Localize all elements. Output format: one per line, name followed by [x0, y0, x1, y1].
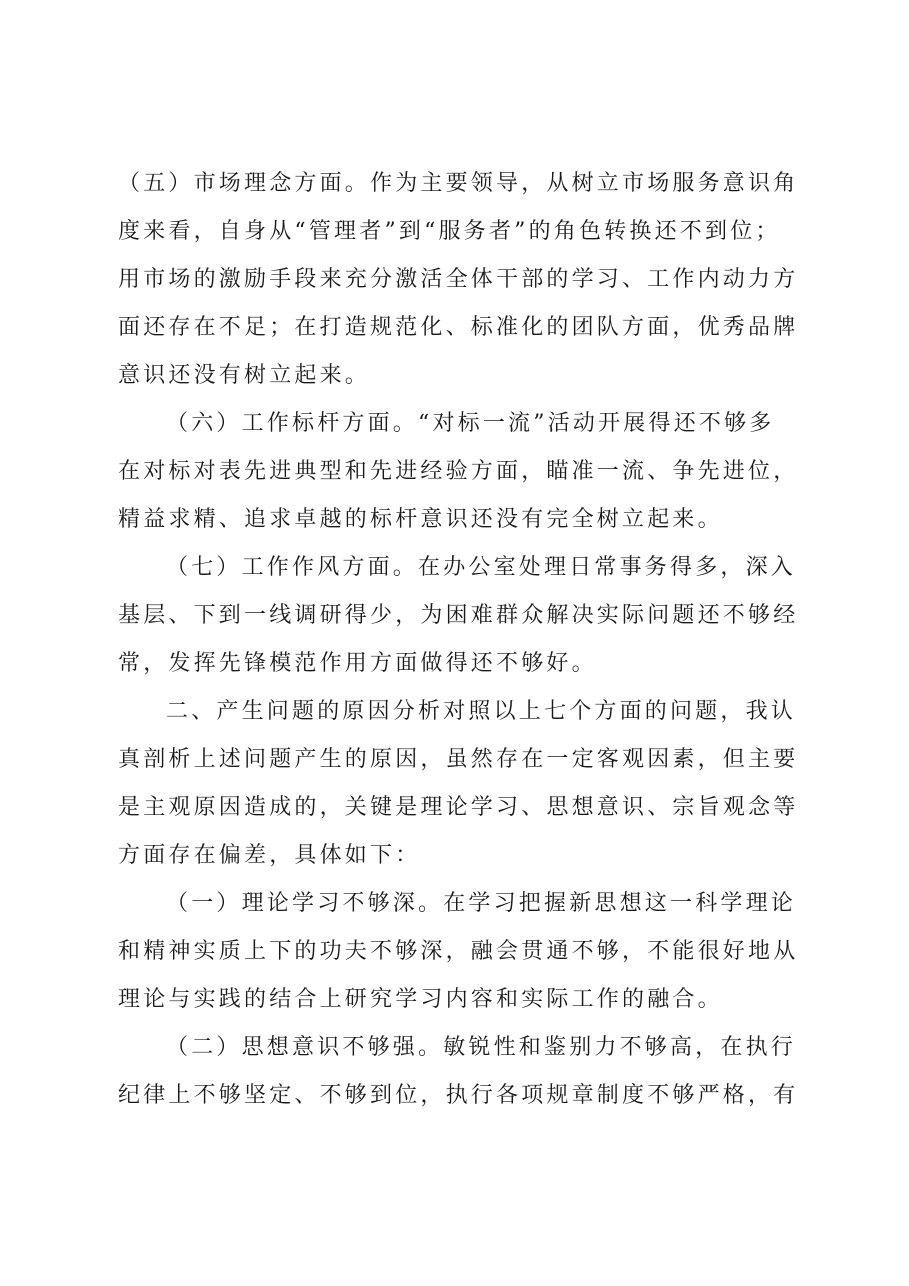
- text-line: 理论与实践的结合上研究学习内容和实际工作的融合。: [118, 987, 723, 1012]
- paragraph-theory-study: [118, 880, 808, 1024]
- text-line: （六）工作标杆方面。“对标一流”活动开展得还不够多: [166, 411, 775, 436]
- text-line: 和精神实质上下的功夫不够深，融会贯通不够，不能很好地从: [118, 939, 799, 964]
- text-line: 是主观原因造成的，关键是理论学习、思想意识、宗旨观念等: [118, 795, 799, 820]
- text-line: 纪律上不够坚定、不够到位，执行各项规章制度不够严格，有: [118, 1083, 799, 1108]
- text-line: （七）工作作风方面。在办公室处理日常事务得多，深入: [166, 555, 797, 580]
- text-line: 二、产生问题的原因分析对照以上七个方面的问题，我认: [166, 699, 797, 724]
- text-line: 精益求精、追求卓越的标杆意识还没有完全树立起来。: [118, 507, 723, 532]
- text-line: 方面存在偏差，具体如下：: [118, 843, 421, 868]
- text-line: 真剖析上述问题产生的原因，虽然存在一定客观因素，但主要: [118, 747, 799, 772]
- paragraph-cause-analysis: [118, 688, 808, 880]
- text-line: 用市场的激励手段来充分激活全体干部的学习、工作内动力方: [118, 267, 799, 292]
- text-line: 度来看，自身从“管理者”到“服务者”的角色转换还不到位；: [118, 219, 781, 244]
- paragraph-work-style: [118, 544, 808, 688]
- document-body: [118, 160, 808, 1120]
- text-line: 常，发挥先锋模范作用方面做得还不够好。: [118, 651, 597, 676]
- text-line: （五）市场理念方面。作为主要领导，从树立市场服务意识角: [118, 171, 799, 196]
- text-line: 意识还没有树立起来。: [118, 363, 371, 388]
- text-line: 面还存在不足；在打造规范化、标准化的团队方面，优秀品牌: [118, 315, 799, 340]
- paragraph-work-benchmark: [118, 400, 808, 544]
- paragraph-ideological-awareness: [118, 1024, 808, 1120]
- text-line: 基层、下到一线调研得少，为困难群众解决实际问题还不够经: [118, 603, 799, 628]
- paragraph-market-concept: [118, 160, 808, 400]
- text-line: 在对标对表先进典型和先进经验方面，瞄准一流、争先进位，: [118, 459, 799, 484]
- text-line: （二）思想意识不够强。敏锐性和鉴别力不够高，在执行: [166, 1035, 797, 1060]
- text-line: （一）理论学习不够深。在学习把握新思想这一科学理论: [166, 891, 797, 916]
